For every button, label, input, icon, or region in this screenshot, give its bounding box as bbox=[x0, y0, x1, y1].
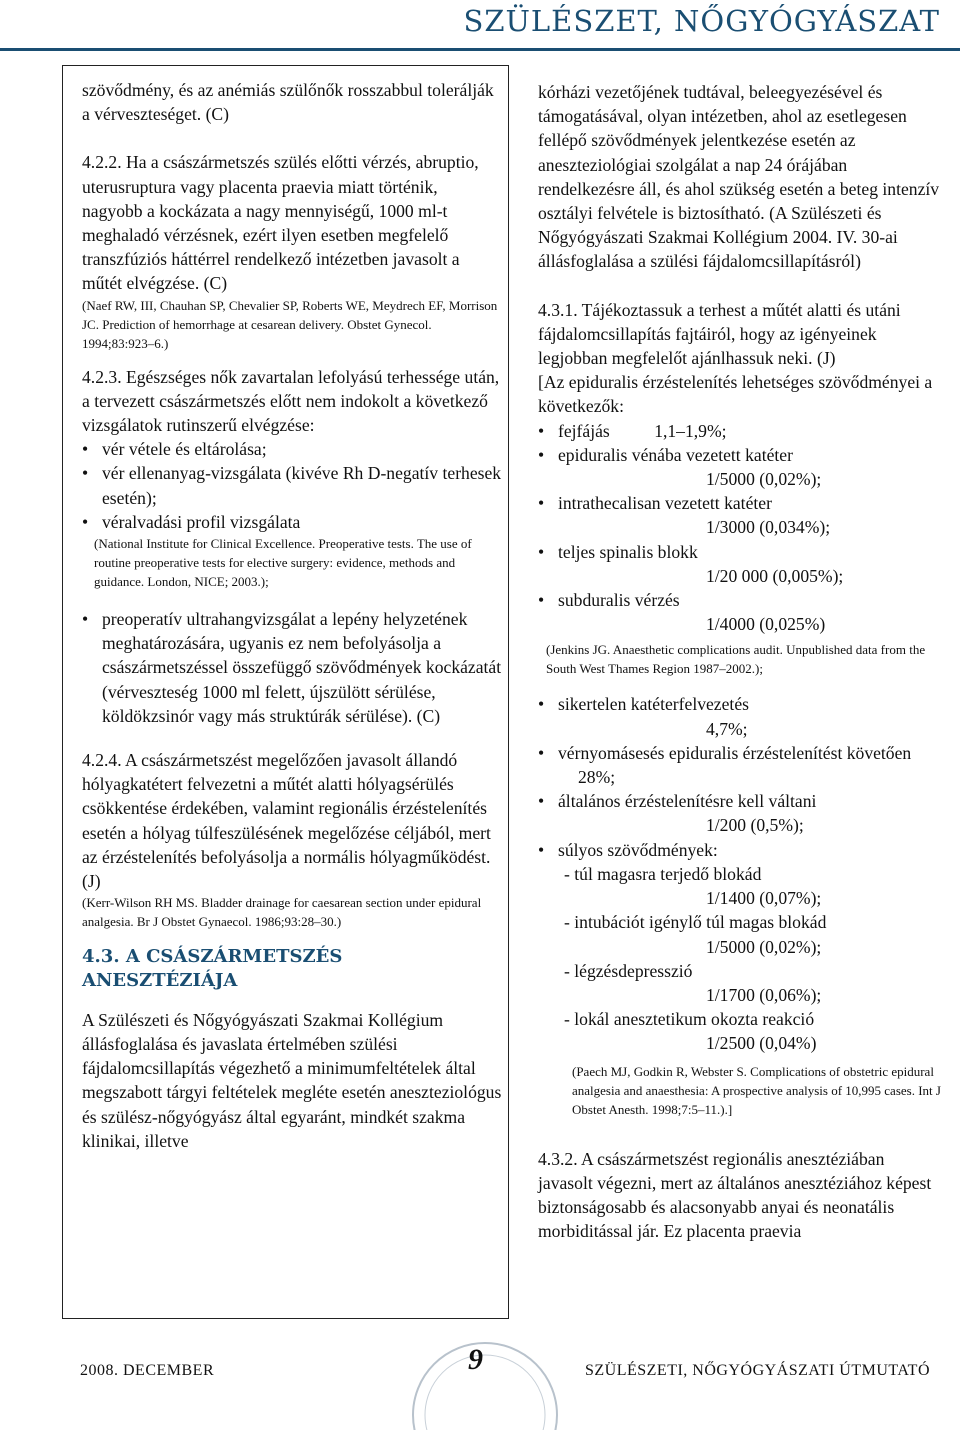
severe-value: 1/5000 (0,02%); bbox=[706, 936, 822, 957]
right-paragraph-3: [Az epiduralis érzéstelenítés lehetséges szövődményei a következők: bbox=[538, 372, 933, 417]
complication-item bbox=[538, 443, 943, 491]
complication-value: 1/200 (0,5%); bbox=[706, 815, 804, 836]
footer-guide-title: SZÜLÉSZETI, NŐGYÓGYÁSZATI ÚTMUTATÓ bbox=[584, 1362, 930, 1379]
complication-label: epiduralis vénába vezetett katéter bbox=[558, 444, 793, 465]
complication-item bbox=[538, 741, 943, 789]
right-paragraph-2: 4.3.1. Tájékoztassuk a terhest a műtét alatti és utáni fájdalomcsillapítás fajtáiról, hogy az igényeinek legjobban megfelelőt ajánlhassuk neki. (J) bbox=[538, 299, 901, 369]
complication-value: 4,7%; bbox=[706, 718, 748, 739]
left-bullet-coagulation: • véralvadási profil vizsgálata bbox=[82, 510, 502, 534]
left-paragraph-1: szövődmény, és az anémiás szülőnők rosszabbul tolerálják a vérveszteséget. (C) bbox=[82, 80, 494, 125]
complication-item bbox=[538, 540, 943, 588]
left-paragraph-3: 4.2.3. Egészséges nők zavartalan lefolyású terhessége után, a tervezett császármetszés előtt nem indokolt a következő vizsgálatok rutinszerű elvégzése: bbox=[82, 366, 500, 436]
complication-value: 1/20 000 (0,005%); bbox=[706, 565, 844, 586]
left-paragraph-2: 4.2.2. Ha a császármetszés szülés előtti vérzés, abruptio, uterusruptura vagy placenta praevia miatt történik, nagyobb a kockázata a nagy mennyiségű, 1000 ml-t meghaladó vérzésnek, ezért ilyen esetben megfelelő transzfúziós háttérrel rendelkező intézetben javasolt a műtét elvégzése. (C) bbox=[82, 152, 479, 294]
complication-item bbox=[538, 692, 943, 740]
severe-complication bbox=[538, 862, 943, 910]
section-title-anesthesia: 4.3. A CSÁSZÁRMETSZÉS ANESZTÉZIÁJA bbox=[82, 946, 343, 992]
complication-item bbox=[538, 789, 943, 837]
severe-value: 1/1700 (0,06%); bbox=[706, 984, 822, 1005]
complication-label: sikertelen katéterfelvezetés bbox=[558, 694, 749, 715]
left-paragraph-4: 4.2.4. A császármetszést megelőzően javasolt állandó hólyagkatétert felvezetni a műtét alatti hólyagsérülés csökkentése érdekében, valamint regionális érzéstelenítés esetén a hólyag túlfeszülésének megelőzése céljából, mert az érzéstelenítés befolyásolja a normális hólyagműködést. (J) bbox=[82, 750, 491, 892]
left-reference-1: (Naef RW, III, Chauhan SP, Chevalier SP, Roberts WE, Meydrech EF, Morrison JC. Prediction of hemorrhage at cesarean delivery. Obstet Gynecol. 1994;83:923–6.) bbox=[82, 297, 498, 351]
complication-value: 28%; bbox=[578, 767, 616, 788]
right-paragraph-1: kórházi vezetőjének tudtával, beleegyezésével és támogatásával, olyan intézetben, ahol az esetlegesen fellépő szövődmények jelentkezése esetén az aneszteziológiai szolgálat a nap 24 órájában rendelkezésre áll, és ahol szükség esetén a beteg intenzív osztályi felvétele is biztosítható. (A Szülészeti és Nőgyógyászati Szakmai Kollégium 2004. IV. 30-ai állásfoglalása a szülési fájdalomcsillapításról) bbox=[538, 82, 940, 272]
severe-label: - túl magasra terjedő blokád bbox=[564, 863, 762, 884]
left-paragraph-5: A Szülészeti és Nőgyógyászati Szakmai Kollégium állásfoglalása és javaslata értelmében szülési fájdalomcsillapítás végezhető a minimumfeltételek által megszabott tárgyi feltételek megléte esetén aneszteziológus és szülész-nőgyógyász által egyaránt, mindkét szakma klinikai, illetve bbox=[82, 1009, 502, 1151]
header-rule bbox=[0, 48, 960, 51]
complication-label: általános érzéstelenítésre kell váltani bbox=[558, 791, 817, 812]
seal-watermark bbox=[405, 1320, 565, 1430]
right-reference-2: (Paech MJ, Godkin R, Webster S. Complications of obstetric epidural analgesia and anaesthesia: A prospective analysis of 10,995 cases. Int J Obstet Anesth. 1998;7:5–11.).] bbox=[572, 1063, 941, 1117]
complication-value: 1/3000 (0,034%); bbox=[706, 517, 831, 538]
footer-date: 2008. DECEMBER bbox=[80, 1362, 215, 1379]
severe-label: - légzésdepresszió bbox=[564, 960, 693, 981]
complication-item bbox=[538, 838, 943, 862]
right-reference-1: (Jenkins JG. Anaesthetic complications audit. Unpublished data from the South West Thames Region 1987–2002.); bbox=[546, 642, 926, 677]
complication-label: súlyos szövődmények: bbox=[558, 839, 718, 860]
severe-complication bbox=[538, 1007, 943, 1055]
severe-complication bbox=[538, 910, 943, 958]
left-bullet-antibody-test: • vér ellenanyag-vizsgálata (kivéve Rh D-negatív terhesek esetén); bbox=[82, 461, 502, 509]
left-bullet-blood-sample: • vér vétele és eltárolása; bbox=[82, 437, 502, 461]
page-number: 9 bbox=[468, 1343, 483, 1376]
complication-label: teljes spinalis blokk bbox=[558, 541, 698, 562]
complication-label: intrathecalisan vezetett katéter bbox=[558, 493, 772, 514]
running-header-title: SZÜLÉSZET, NŐGYÓGYÁSZAT bbox=[463, 4, 940, 38]
severe-complication bbox=[538, 959, 943, 1007]
complication-item bbox=[538, 491, 943, 539]
complication-value: 1/5000 (0,02%); bbox=[706, 469, 822, 490]
complication-label: subduralis vérzés bbox=[558, 590, 680, 611]
complication-label: fejfájás bbox=[558, 420, 610, 441]
left-bullet-ultrasound: • preoperatív ultrahangvizsgálat a lepény helyzetének meghatározására, ugyanis ez nem befolyásolja a császármetszéssel összefüggő szövődmények kockázatát (vérveszteség 1000 ml felett, újszülött sérülése, köldökzsinór vagy más struktúrák sérülése). (C) bbox=[82, 607, 502, 728]
severe-value: 1/1400 (0,07%); bbox=[706, 888, 822, 909]
severe-value: 1/2500 (0,04%) bbox=[706, 1033, 817, 1054]
complication-item bbox=[538, 419, 943, 443]
left-reference-2: (National Institute for Clinical Excellence. Preoperative tests. The use of routine preoperative tests for elective surgery: evidence, methods and guidance. London, NICE; 2003.); bbox=[94, 536, 472, 590]
severe-label: - intubációt igénylő túl magas blokád bbox=[564, 912, 827, 933]
complication-value: 1/4000 (0,025%) bbox=[706, 614, 826, 635]
right-column bbox=[538, 80, 943, 1243]
left-column bbox=[82, 78, 502, 1153]
left-reference-3: (Kerr-Wilson RH MS. Bladder drainage for caesarean section under epidural analgesia. Br J Obstet Gynaecol. 1986;93:28–30.) bbox=[82, 895, 482, 930]
complication-item bbox=[538, 588, 943, 636]
right-paragraph-4: 4.3.2. A császármetszést regionális anesztéziában javasolt végezni, mert az általános anesztéziához képest biztonságosabb és alacsonyabb anyai és neonatális morbiditással jár. Ez placenta praevia bbox=[538, 1148, 932, 1242]
complication-label: vérnyomásesés epiduralis érzéstelenítést követően bbox=[558, 742, 912, 763]
severe-label: - lokál anesztetikum okozta reakció bbox=[564, 1009, 815, 1030]
complication-value: 1,1–1,9%; bbox=[654, 420, 727, 441]
